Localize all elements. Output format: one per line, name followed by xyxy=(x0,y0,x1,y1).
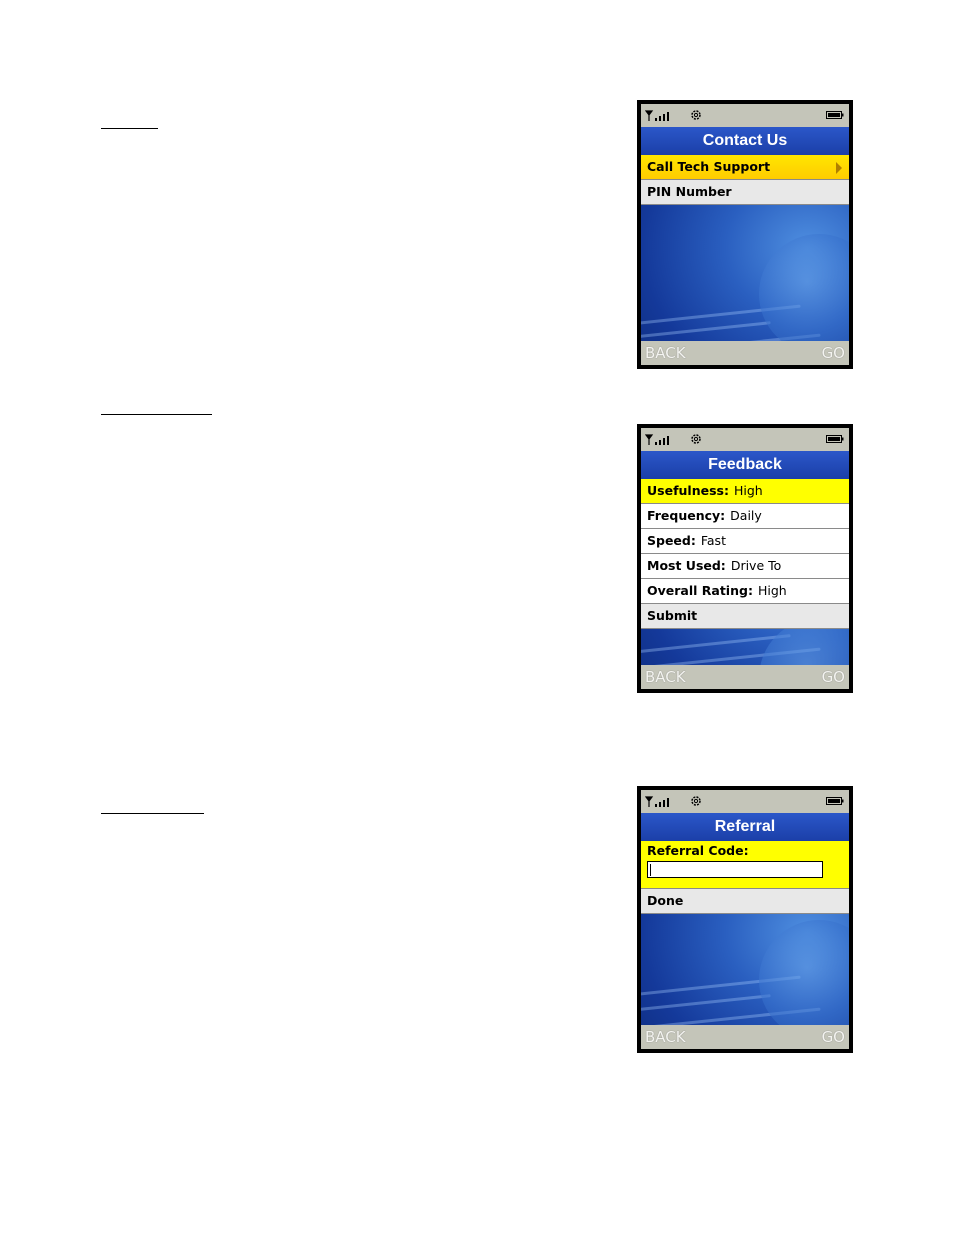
phone-screen xyxy=(641,790,849,1049)
referral-form xyxy=(641,841,849,914)
field-most-used[interactable] xyxy=(641,554,849,579)
signal-strength-icon xyxy=(645,796,673,807)
back-softkey[interactable]: BACK xyxy=(645,1028,686,1046)
battery-icon xyxy=(826,797,844,805)
phone-screen xyxy=(641,428,849,689)
softkey-bar xyxy=(641,341,849,365)
done-label: Done xyxy=(647,893,684,908)
signal-strength-icon xyxy=(645,110,673,121)
status-bar xyxy=(641,428,849,451)
battery-icon xyxy=(826,111,844,119)
feedback-form xyxy=(641,479,849,629)
field-label: Speed: xyxy=(647,533,696,548)
go-softkey[interactable]: GO xyxy=(821,1028,845,1046)
phone-screen xyxy=(641,104,849,365)
field-value: Drive To xyxy=(730,558,782,573)
signal-strength-icon xyxy=(645,434,673,445)
submit-label: Submit xyxy=(647,608,698,623)
battery-icon xyxy=(826,435,844,443)
settings-gear-icon xyxy=(690,795,702,807)
field-speed[interactable] xyxy=(641,529,849,554)
heading-underline-contact xyxy=(101,128,158,129)
phone-contact-us xyxy=(637,100,853,369)
back-softkey[interactable]: BACK xyxy=(645,668,686,686)
softkey-bar xyxy=(641,665,849,689)
menu-item-label: Call Tech Support xyxy=(647,159,771,174)
screen-title: Referral xyxy=(641,813,849,841)
status-bar xyxy=(641,104,849,127)
screen-title: Contact Us xyxy=(641,127,849,155)
field-label: Frequency: xyxy=(647,508,726,523)
referral-code-input[interactable] xyxy=(647,861,823,878)
menu-list xyxy=(641,155,849,205)
field-frequency[interactable] xyxy=(641,504,849,529)
menu-item-label: PIN Number xyxy=(647,184,732,199)
done-button[interactable] xyxy=(641,889,849,914)
field-overall-rating[interactable] xyxy=(641,579,849,604)
field-label: Overall Rating: xyxy=(647,583,753,598)
settings-gear-icon xyxy=(690,433,702,445)
field-value: Fast xyxy=(700,533,726,548)
back-softkey[interactable]: BACK xyxy=(645,344,686,362)
field-label: Usefulness: xyxy=(647,483,729,498)
status-bar xyxy=(641,790,849,813)
softkey-bar xyxy=(641,1025,849,1049)
screen-title: Feedback xyxy=(641,451,849,479)
heading-underline-referral xyxy=(101,813,204,814)
field-usefulness[interactable] xyxy=(641,479,849,504)
field-value: High xyxy=(733,483,763,498)
globe-background xyxy=(759,920,849,1040)
field-value: High xyxy=(757,583,787,598)
referral-code-label: Referral Code: xyxy=(647,843,749,858)
submit-button[interactable] xyxy=(641,604,849,629)
chevron-right-icon xyxy=(836,162,842,174)
text-caret xyxy=(650,864,651,876)
menu-item-call-tech-support[interactable] xyxy=(641,155,849,180)
menu-item-pin-number[interactable] xyxy=(641,180,849,205)
phone-referral xyxy=(637,786,853,1053)
go-softkey[interactable]: GO xyxy=(821,668,845,686)
phone-feedback xyxy=(637,424,853,693)
field-label: Most Used: xyxy=(647,558,726,573)
go-softkey[interactable]: GO xyxy=(821,344,845,362)
globe-background xyxy=(759,234,849,354)
field-value: Daily xyxy=(730,508,762,523)
settings-gear-icon xyxy=(690,109,702,121)
heading-underline-feedback xyxy=(101,414,212,415)
referral-code-field xyxy=(641,841,849,889)
